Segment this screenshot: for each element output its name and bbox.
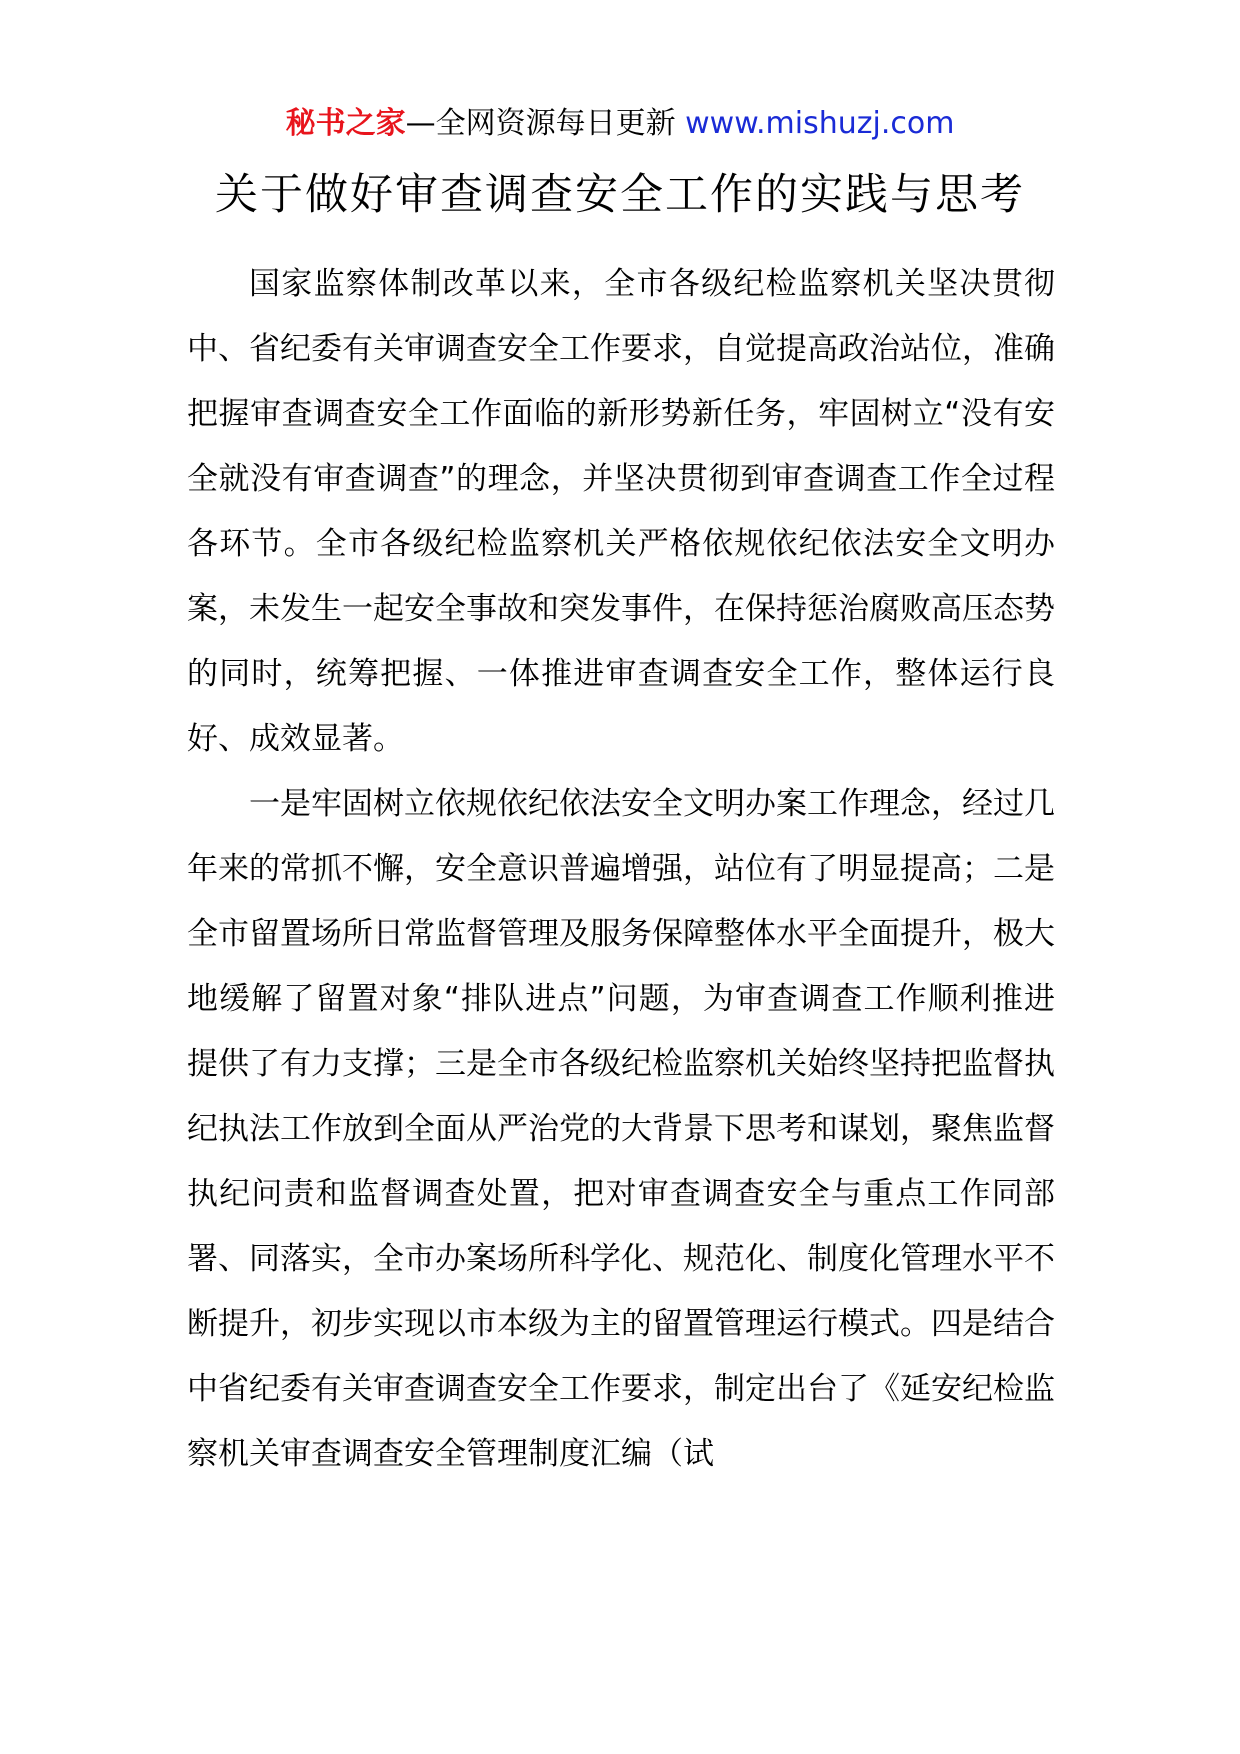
document-body [187,252,1055,1487]
document-title: 关于做好审查调查安全工作的实践与思考 [215,170,1025,220]
site-header [0,100,1240,148]
paragraph-1: 国家监察体制改革以来，全市各级纪检监察机关坚决贯彻中、省纪委有关审调查安全工作要求，自觉提高政治站位，准确把握审查调查安全工作面临的新形势新任务，牢固树立“没有安全就没有审查调查”的理念，并坚决贯彻到审查调查工作全过程各环节。全市各级纪检监察机关严格依规依纪依法安全文明办案，未发生一起安全事故和突发事件，在保持惩治腐败高压态势的同时，统筹把握、一体推进审查调查安全工作，整体运行良好、成效显著。 [187,266,1055,757]
paragraph-2: 一是牢固树立依规依纪依法安全文明办案工作理念，经过几年来的常抓不懈，安全意识普遍增强，站位有了明显提高；二是全市留置场所日常监督管理及服务保障整体水平全面提升，极大地缓解了留置对象“排队进点”问题，为审查调查工作顺利推进提供了有力支撑；三是全市各级纪检监察机关始终坚持把监督执纪执法工作放到全面从严治党的大背景下思考和谋划，聚焦监督执纪问责和监督调查处置，把对审查调查安全与重点工作同部署、同落实，全市办案场所科学化、规范化、制度化管理水平不断提升，初步实现以市本级为主的留置管理运行模式。四是结合中省纪委有关审查调查安全工作要求，制定出台了《延安纪检监察机关审查调查安全管理制度汇编（试 [187,786,1055,1472]
site-url-link[interactable]: www.mishuzj.com [685,106,955,141]
header-tagline: —全网资源每日更新 [405,106,676,141]
brand-name: 秘书之家 [285,106,406,141]
